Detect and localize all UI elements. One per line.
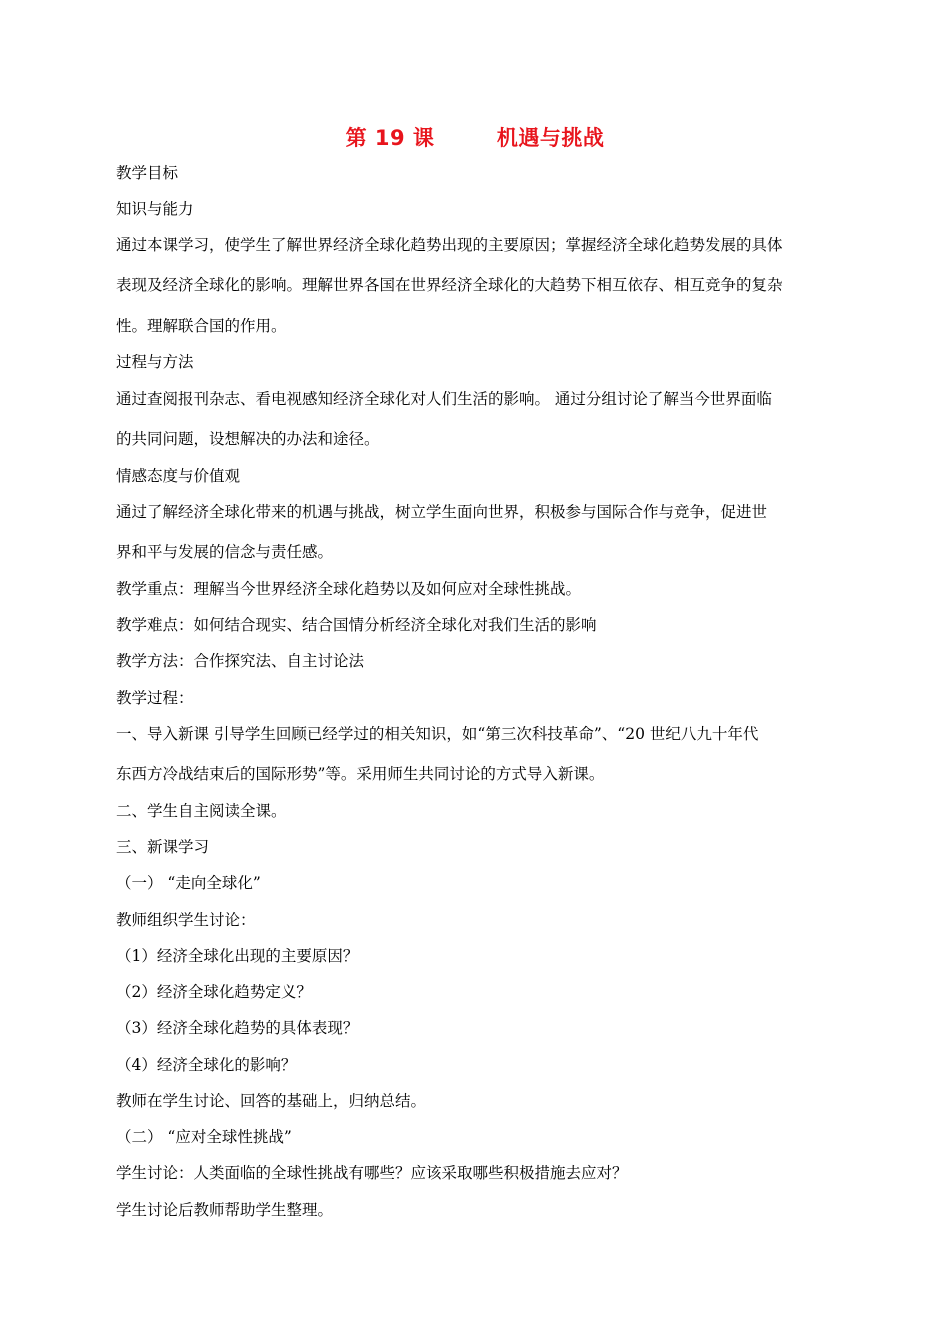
text-line: 教学方法：合作探究法、自主讨论法 [116, 652, 365, 670]
text-line: 知识与能力 [116, 200, 194, 218]
text-line: 通过了解经济全球化带来的机遇与挑战，树立学生面向世界，积极参与国际合作与竞争，促进世 [116, 503, 768, 521]
text-line: 通过本课学习，使学生了解世界经济全球化趋势出现的主要原因；掌握经济全球化趋势发展的具体 [116, 236, 783, 254]
text-line: （1）经济全球化出现的主要原因？ [116, 947, 359, 965]
text-line: （3）经济全球化趋势的具体表现？ [116, 1019, 359, 1037]
text-line: 教学重点：理解当今世界经济全球化趋势以及如何应对全球性挑战。 [116, 580, 582, 598]
text-line: （2）经济全球化趋势定义？ [116, 983, 312, 1001]
text-line: （二） “应对全球性挑战” [116, 1128, 292, 1146]
text-line: 情感态度与价值观 [116, 467, 241, 485]
page-title: 第 19 课 机遇与挑战 [345, 126, 605, 150]
text-line: 教学目标 [116, 164, 179, 182]
text-line: 教学难点：如何结合现实、结合国情分析经济全球化对我们生活的影响 [116, 616, 597, 634]
text-line: 性。理解联合国的作用。 [116, 317, 287, 335]
text-line: 界和平与发展的信念与责任感。 [116, 543, 334, 561]
text-line: 教师组织学生讨论： [116, 911, 256, 929]
text-line: 二、学生自主阅读全课。 [116, 802, 287, 820]
text-line: 教学过程： [116, 689, 194, 707]
text-line: 学生讨论：人类面临的全球性挑战有哪些？应该采取哪些积极措施去应对？ [116, 1164, 628, 1182]
text-line: 过程与方法 [116, 353, 194, 371]
text-line: 教师在学生讨论、回答的基础上，归纳总结。 [116, 1092, 427, 1110]
text-line: 学生讨论后教师帮助学生整理。 [116, 1201, 334, 1219]
text-line: 三、新课学习 [116, 838, 210, 856]
text-line: 东西方冷战结束后的国际形势”等。采用师生共同讨论的方式导入新课。 [116, 765, 605, 783]
text-line: （4）经济全球化的影响？ [116, 1056, 297, 1074]
text-line: 通过查阅报刊杂志、看电视感知经济全球化对人们生活的影响。 通过分组讨论了解当今世界面临 [116, 390, 772, 408]
text-line: （一） “走向全球化” [116, 874, 261, 892]
text-line: 一、导入新课 引导学生回顾已经学过的相关知识，如“第三次科技革命”、“20 世纪八九十年代 [116, 725, 759, 743]
text-line: 表现及经济全球化的影响。理解世界各国在世界经济全球化的大趋势下相互依存、相互竞争的复杂 [116, 276, 783, 294]
text-line: 的共同问题，设想解决的办法和途径。 [116, 430, 380, 448]
